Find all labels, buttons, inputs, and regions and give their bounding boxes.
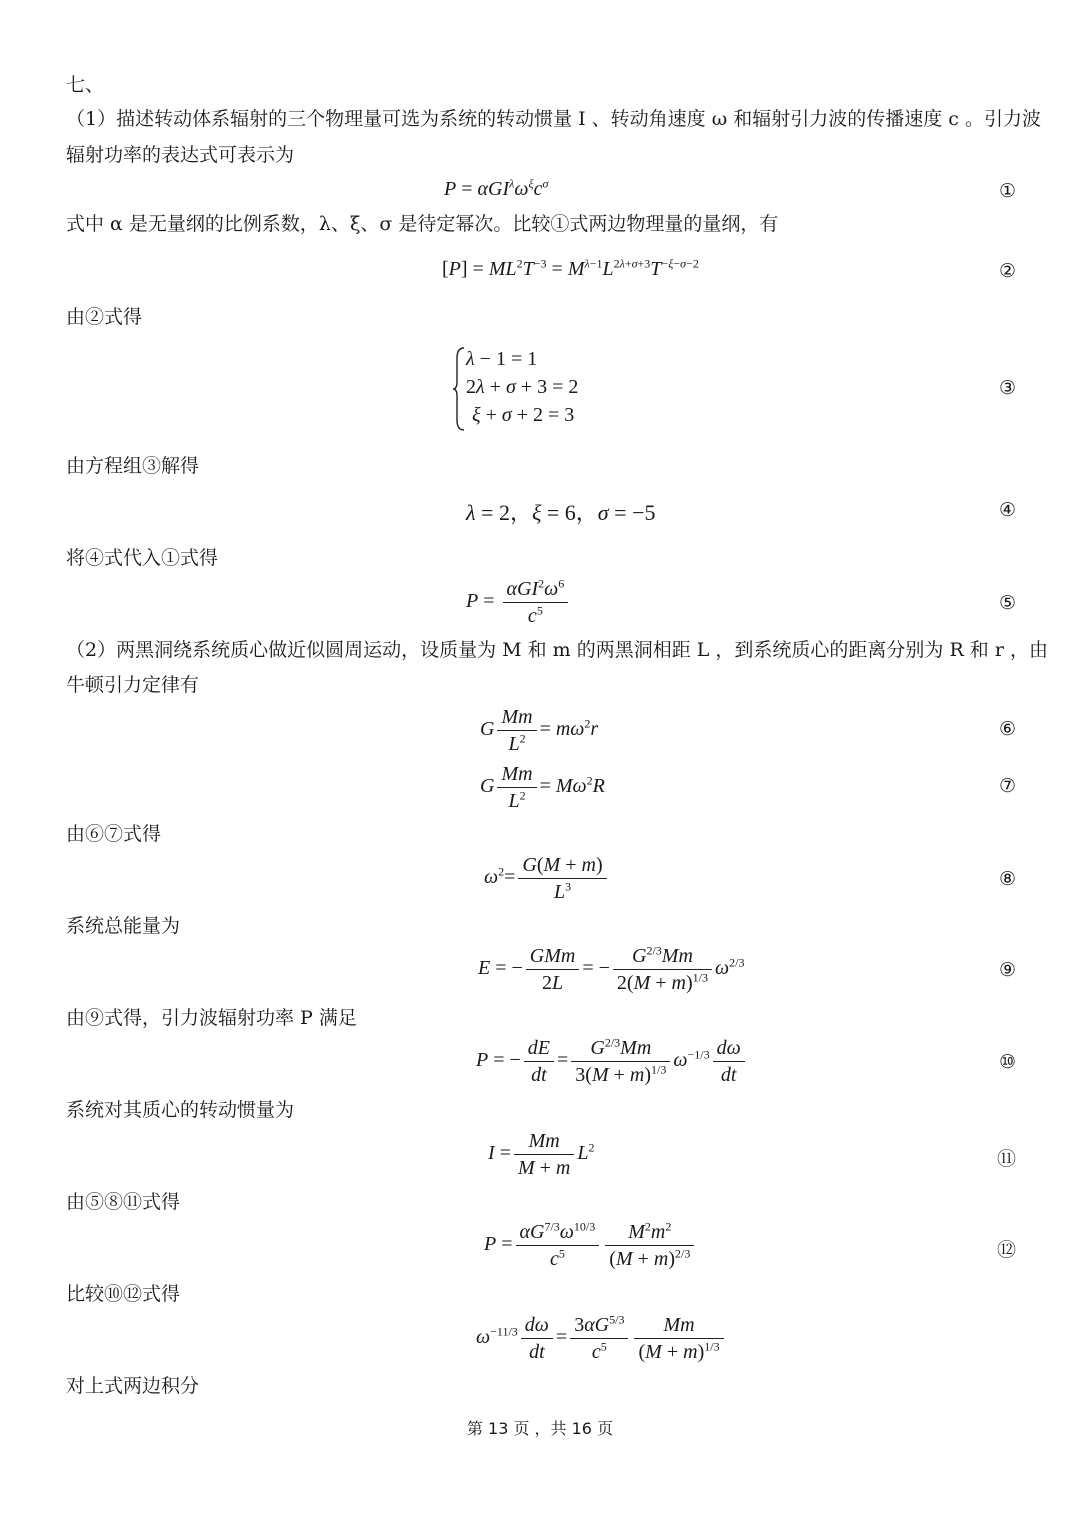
part1-sub4: 将④式代入①式得 [66, 547, 219, 569]
eq-number-7: ⑦ [998, 775, 1016, 797]
equation-1: $P = \alpha GI^\lambda\omega^\xi c^\sigma$ [444, 176, 549, 200]
part1-from2: 由②式得 [66, 306, 143, 328]
part2-integrate: 对上式两边积分 [66, 1375, 200, 1397]
eq-number-10: ⑩ [998, 1051, 1016, 1073]
part1-desc1: 式中 α 是无量纲的比例系数，λ、ξ、σ 是待定幂次。比较①式两边物理量的量纲，有 [66, 213, 779, 235]
eq-number-6: ⑥ [998, 718, 1016, 740]
eq-number-5: ⑤ [998, 592, 1016, 614]
equation-8: $\omega^2=$ $\frac{G(M + m)}{L^3}$ [484, 852, 610, 905]
equation-7: G $\frac{Mm}{L^2}$ = $M\omega^2R$ [480, 763, 605, 812]
equation-6: G $\frac{Mm}{L^2}$ = $m\omega^2r$ [480, 706, 599, 755]
eq-number-2: ② [998, 260, 1016, 282]
part2-compare: 比较⑩⑫式得 [66, 1283, 181, 1305]
part1-line2: 辐射功率的表达式可表示为 [66, 144, 295, 166]
eq-number-11: ⑪ [996, 1148, 1016, 1170]
part1-line1: （1）描述转动体系辐射的三个物理量可选为系统的转动惯量 I 、转动角速度 ω 和辐射引力波的传播速度 c 。引力波 [66, 108, 1041, 130]
equation-4: λ = 2，ξ = 6，σ = −5 [466, 500, 656, 525]
part2-inertia: 系统对其质心的转动惯量为 [66, 1099, 295, 1121]
eq-number-8: ⑧ [998, 868, 1016, 890]
part1-from3: 由方程组③解得 [66, 455, 200, 477]
eq-number-12: ⑫ [996, 1239, 1016, 1261]
page-footer: 第 13 页 ，共 16 页 [466, 1419, 614, 1438]
section-heading: 七、 [66, 74, 105, 96]
equation-13: $\omega^{-11/3}$ $\frac{d\omega}{dt}$ = $\frac{3\alpha G^{5/3}}{c^5}$ $\frac{Mm}{(M + m)^{1/3}}$ [476, 1312, 727, 1365]
eq-number-4: ④ [998, 499, 1016, 521]
equation-5: P = $\frac{\alpha GI^2\omega^6}{c^5}$ [466, 576, 571, 629]
part2-energy: 系统总能量为 [66, 915, 181, 937]
eq-number-1: ① [998, 180, 1016, 202]
part2-from5811: 由⑤⑧⑪式得 [66, 1191, 181, 1213]
part2-line2: 牛顿引力定律有 [66, 674, 200, 696]
equation-11: I = $\frac{Mm}{M + m}$ $L^2$ [488, 1130, 595, 1179]
equation-10: P = − $\frac{dE}{dt}$ = $\frac{G^{2/3}Mm}{3(M + m)^{1/3}}$ $\omega^{-1/3}$ $\frac{d\omega}{dt}$ [476, 1035, 748, 1088]
equation-12: P = $\frac{\alpha G^{7/3}\omega^{10/3}}{c^5}$ $\frac{M^2m^2}{(M + m)^{2/3}}$ [484, 1219, 697, 1272]
eq-number-9: ⑨ [998, 959, 1016, 981]
part2-from67: 由⑥⑦式得 [66, 823, 162, 845]
equation-9: E = − $\frac{\text{GMm}}{2L}$ = − $\frac{G^{2/3}Mm}{2(M + m)^{1/3}}$ $\omega^{2/3}$ [478, 943, 745, 994]
part2-from9: 由⑨式得，引力波辐射功率 P 满足 [66, 1007, 357, 1029]
eq-number-3: ③ [998, 377, 1016, 399]
part2-line1: （2）两黑洞绕系统质心做近似圆周运动，设质量为 M 和 m 的两黑洞相距 L ，到系统质心的距离分别为 R 和 r ，由 [66, 639, 1048, 661]
equation-2: $[P] = ML^2T^{-3} = M^{\lambda-1}L^{2\lambda+\sigma+3}T^{-\xi-\sigma-2}$ [442, 256, 699, 280]
brace-icon [452, 346, 466, 432]
